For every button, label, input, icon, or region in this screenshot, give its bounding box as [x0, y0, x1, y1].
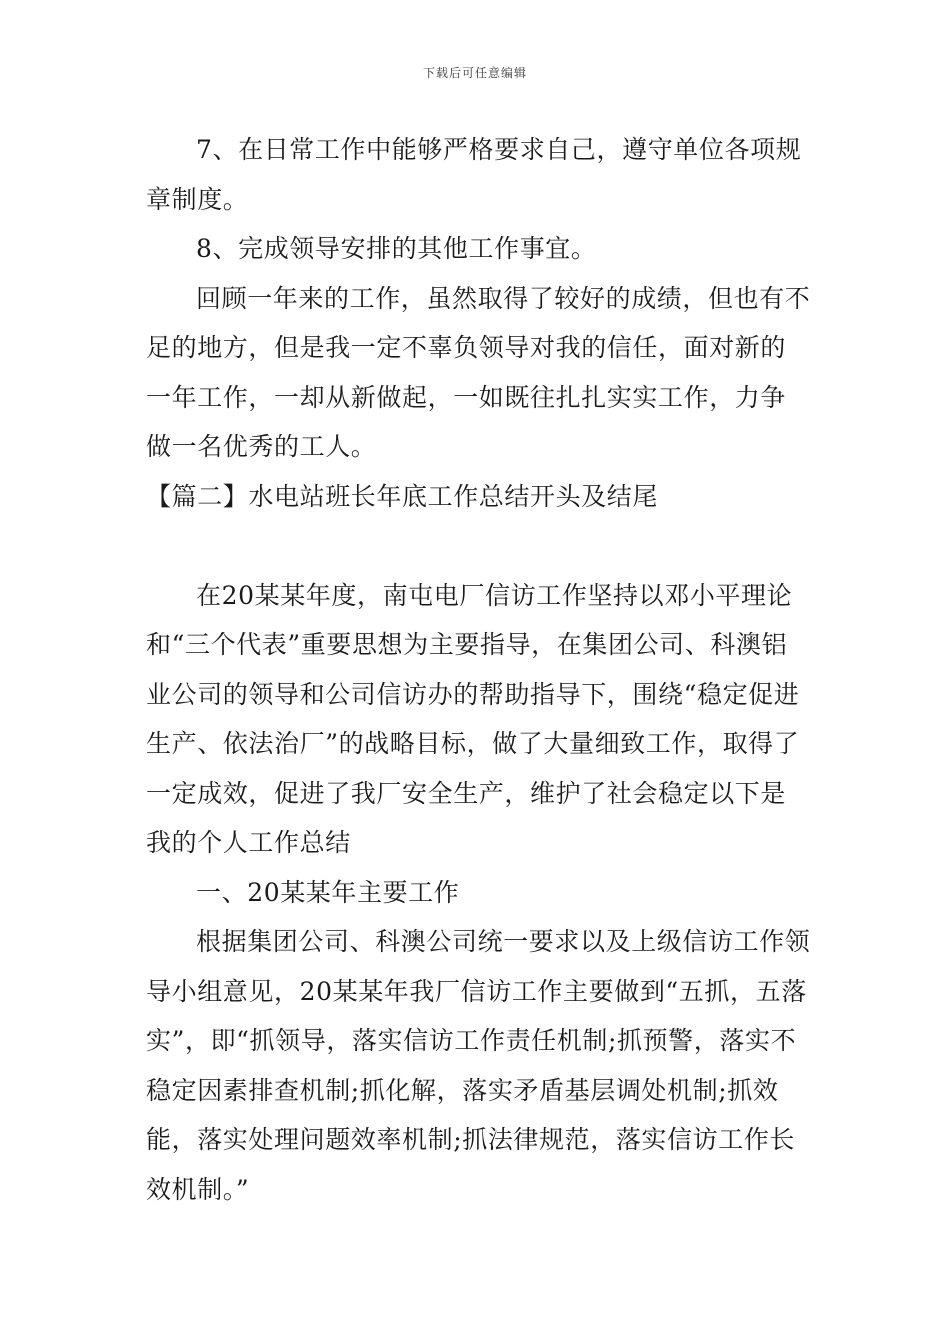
- blank-line: [146, 521, 811, 571]
- subheading-main-work: 一、20某某年主要工作: [196, 877, 460, 907]
- paragraph-intro: 在20某某年度，南屯电厂信访工作坚持以邓小平理论和“三个代表”重要思想为主要指导，在集团公司、科澳铝业公司的领导和公司信访办的帮助指导下，围绕“稳定促进生产、依法治厂”的战略目标，做了大量细致工作，取得了一定成效，促进了我厂安全生产，维护了社会稳定以下是我的个人工作总结: [146, 580, 800, 857]
- header-note: 下载后可任意编辑: [422, 66, 527, 80]
- paragraph-item-7: 7、在日常工作中能够严格要求自己，遵守单位各项规章制度。: [146, 135, 802, 214]
- document-body: [146, 125, 811, 1214]
- paragraph-item-8: 8、完成领导安排的其他工作事宜。: [196, 234, 597, 263]
- section-heading-part2: 【篇二】水电站班长年底工作总结开头及结尾: [146, 481, 659, 511]
- paragraph-review: 回顾一年来的工作，虽然取得了较好的成绩，但也有不足的地方，但是我一定不辜负领导对我的信任，面对新的一年工作，一却从新做起，一如既往扎扎实实工作，力争做一名优秀的工人。: [146, 283, 811, 461]
- paragraph-main-work: 根据集团公司、科澳公司统一要求以及上级信访工作领导小组意见，20某某年我厂信访工作主要做到“五抓，五落实”，即“抓领导，落实信访工作责任机制;抓预警，落实不稳定因素排查机制;抓化解，落实矛盾基层调处机制;抓效能，落实处理问题效率机制;抓法律规范，落实信访工作长效机制。”: [146, 927, 811, 1204]
